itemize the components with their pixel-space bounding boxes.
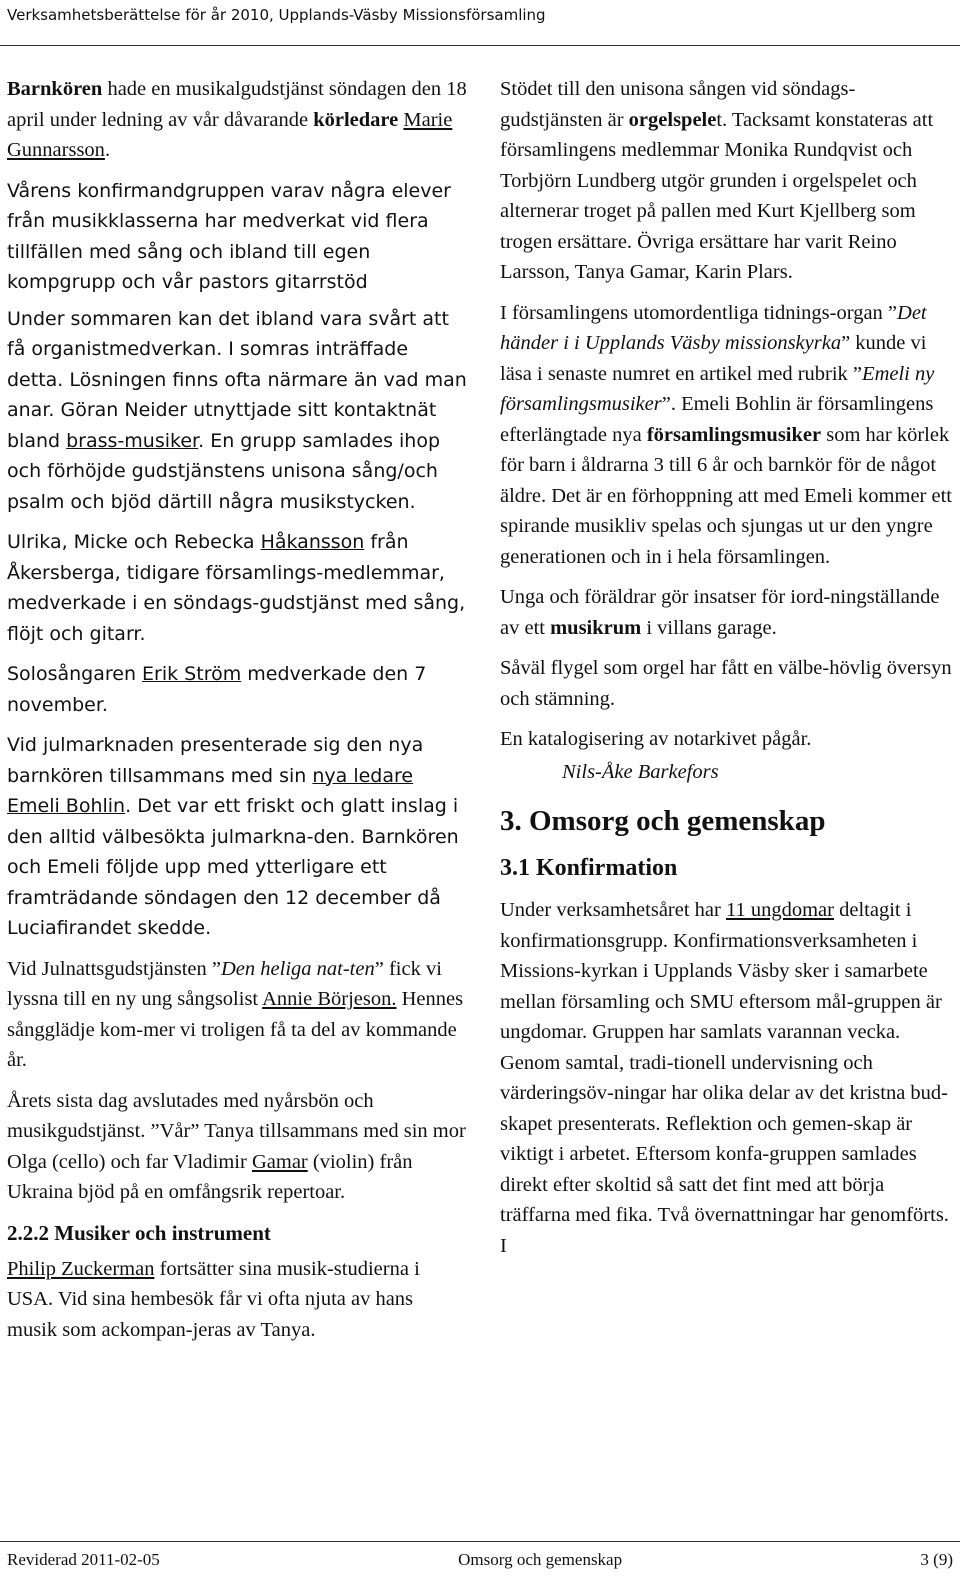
text: Solosångaren [7, 663, 143, 685]
text: som har körlek för barn i åldrarna 3 till 6 år och barnkör för de något äldre. Det är en förhoppning att med Emeli kommer ett spirande musikliv spelas och sjungas ut ur den yngre generationen och in i hela församlingen. [500, 423, 952, 568]
underlined-name: Gamar [251, 1150, 308, 1173]
italic-title: Emeli ny församlingsmusiker [500, 362, 935, 415]
paragraph-konfirmation [500, 895, 953, 1261]
bold-text: Barnkören [7, 78, 103, 100]
chapter-heading: 3. Omsorg och gemenskap [500, 805, 826, 837]
page-header-title: Verksamhetsberättelse för år 2010, Upplands-Väsby Missionsförsamling [7, 6, 546, 24]
text: Vid julmarknaden presenterade sig den nya barnkören tillsammans med sin [7, 734, 424, 787]
text: Årets sista dag avslutades med nyårsbön och musikgudstjänst. ”Vår” Tanya tillsammans med sin mor Olga (cello) och far Vladimir [7, 1089, 466, 1173]
text: . [104, 139, 111, 161]
underlined-name: Marie Gunnarsson [7, 108, 453, 161]
left-column [7, 74, 467, 1355]
text: ” kunde vi läsa i senaste numret en artikel med rubrik ” [500, 332, 927, 385]
signature: Nils-Åke Barkefors [562, 760, 719, 783]
text: ”. Emeli Bohlin är församlingens efterlängtade nya [500, 393, 934, 446]
footer-section: Omsorg och gemenskap [458, 1550, 623, 1569]
bold-text: musikrum [550, 616, 642, 639]
section-heading-konfirmation: 3.1 Konfirmation [500, 855, 678, 881]
paragraph-julnatt [7, 954, 467, 1076]
paragraph-hakansson [7, 527, 467, 649]
text: (violin) från Ukraina bjöd på en omfångsrik repertoar. [7, 1150, 413, 1203]
text: Stödet till den unisona sången vid söndags-gudstjänsten är [500, 78, 856, 131]
paragraph-notarkiv: En katalogisering av notarkivet pågår. [500, 728, 812, 750]
paragraph-musikrum [500, 582, 953, 643]
text: Under sommaren kan det ibland vara svårt att få organistmedverkan. I somras inträffade detta. Lösningen finns ofta närmare än vad man anar. Göran Neider utnyttjade sitt kontaktnät bland [7, 307, 467, 452]
paragraph-nyarsbon [7, 1086, 467, 1208]
text: från Åkersberga, tidigare församlings-medlemmar, medverkade i en söndags-gudstjänst med sång, flöjt och gitarr. [7, 531, 466, 645]
text: deltagit i konfirmationsgrupp. Konfirmationsverksamheten i Missions-kyrkan i Upplands Väsby sker i samarbete mellan församling och SMU eftersom mål-gruppen är ungdomar. Gruppen har samlats varannan vecka. Genom samtal, tradi-tionell undervisning och värderingsöv-ningar har olika delar av det kristna bud-skapet presenterats. Reflektion och gemen-skap är viktigt i arbetet. Eftersom konfa-gruppen samlades direkt efter skoltid så satt det fint med att börja träffarna med fika. Två övernattningar har genomförts. I [500, 899, 949, 1257]
bold-text: församlingsmusiker [646, 423, 822, 446]
text: . Det var ett friskt och glatt inslag i den alltid välbesökta julmarkna-den. Barnkören och Emeli följde upp med ytterligare ett framträdande söndagen den 12 december då Luciafirandet skedde. [7, 795, 459, 939]
paragraph-flygel: Såväl flygel som orgel har fått en välbe-hövlig översyn och stämning. [500, 657, 952, 710]
footer-date: Reviderad 2011-02-05 [7, 1550, 160, 1569]
underlined-name: Håkansson [260, 531, 365, 553]
paragraph-tidningsorgan [500, 298, 953, 573]
underlined-name: Philip Zuckerman [7, 1257, 155, 1280]
footer-divider [0, 1541, 960, 1542]
text: . En grupp samlades ihop och förhöjde gudstjänstens unisona sång/och psalm och bjöd därtill några musikstycken. [7, 429, 441, 513]
bold-text: körledare [313, 108, 399, 131]
text: medverkade den 7 november. [7, 663, 427, 716]
header-divider [0, 45, 960, 46]
underlined-text: 11 ungdomar [725, 899, 834, 921]
text: I församlingens utomordentliga tidnings-organ ” [500, 301, 898, 324]
text: Unga och föräldrar gör insatser för iord-ningställande av ett [500, 586, 940, 639]
text: ” fick vi lyssna till en ny ung sångsolist [7, 957, 442, 1010]
right-column [500, 74, 953, 1271]
underlined-name: Annie Börjeson. [262, 988, 397, 1010]
text: i villans garage. [641, 616, 777, 639]
italic-title: Det händer i i Upplands Väsby missionskyrka [500, 301, 927, 354]
paragraph-sommaren [7, 304, 467, 518]
section-heading-musiker: 2.2.2 Musiker och instrument [7, 1220, 271, 1245]
paragraph-zuckerman [7, 1254, 467, 1346]
text: fortsätter sina musik-studierna i USA. Vid sina hembesök får vi ofta njuta av hans musik som ackompan-jeras av Tanya. [7, 1257, 420, 1341]
text: Vid Julnattsgudstjänsten ” [7, 957, 221, 980]
text: hade en musikalgudstjänst söndagen den 18 april under ledning av vår dåvarande [7, 78, 467, 131]
text: Ulrika, Micke och Rebecka [7, 531, 261, 553]
text: Under verksamhetsåret har [500, 899, 726, 921]
paragraph-orgelspel [500, 74, 953, 288]
italic-title: Den heliga nat-ten [221, 957, 375, 980]
text: Hennes sångglädje kom-mer vi troligen få ta del av kommande år. [7, 988, 464, 1071]
underlined-name: nya ledare Emeli Bohlin [7, 764, 414, 817]
paragraph-barnkoren [7, 74, 467, 166]
text: t. Tacksamt konstateras att församlingens medlemmar Monika Rundqvist och Torbjörn Lundberg utgör grunden i orgelspelet och alternerar troget på pallen med Kurt Kjellberg som trogen ersättare. Övriga ersättare har varit Reino Larsson, Tanya Gamar, Karin Plars. [500, 108, 934, 283]
footer-page-number: 3 (9) [920, 1550, 953, 1569]
bold-text: orgelspele [628, 108, 717, 131]
paragraph-julmarknaden [7, 730, 467, 944]
page-footer [7, 1550, 953, 1570]
paragraph-konfirmandgrupp: Vårens konfirmandgruppen varav några elever från musikklasserna har medverkat vid flera tillfällen med sång och ibland till egen kompgrupp och vår pastors gitarrstöd [7, 179, 451, 293]
paragraph-solosangaren [7, 659, 467, 720]
underlined-text: brass-musiker [66, 429, 199, 452]
underlined-name: Erik Ström [142, 663, 242, 685]
